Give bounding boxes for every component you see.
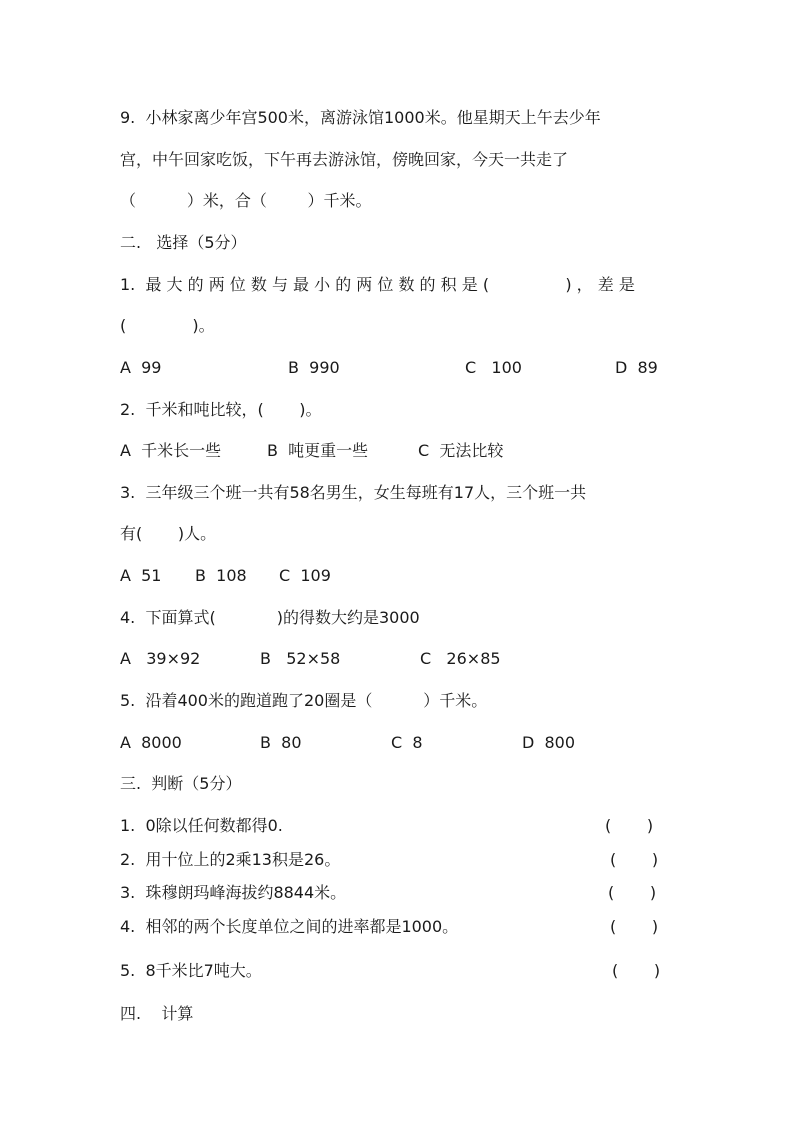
s2-q3-option-b: B 108 (195, 566, 247, 585)
s2-q4-option-b: B 52×58 (260, 649, 341, 668)
s3-item-1-answer-paren: ( ) (605, 816, 654, 835)
s2-q2-option-a: A 千米长一些 (120, 441, 222, 460)
s3-item-2-text: 2. 用十位上的2乘13积是26。 (120, 850, 341, 869)
s2-q4-option-c: C 26×85 (420, 649, 501, 668)
s3-item-3-text: 3. 珠穆朗玛峰海拔约8844米。 (120, 883, 347, 902)
s2-q5-option-a: A 8000 (120, 733, 182, 752)
s2-q2-option-c: C 无法比较 (418, 441, 504, 460)
q9-line-3: （ ）米，合（ ）千米。 (120, 191, 372, 210)
s3-item-4-answer-paren: ( ) (610, 917, 659, 936)
s2-q3-line-2: 有( )人。 (120, 524, 217, 543)
s2-q3-option-c: C 109 (279, 566, 331, 585)
section-4-title: 四. 计算 (120, 1004, 194, 1023)
s2-q5-option-b: B 80 (260, 733, 302, 752)
s3-item-5-answer-paren: ( ) (612, 961, 661, 980)
q9-line-1: 9. 小林家离少年宫500米，离游泳馆1000米。他星期天上午去少年 (120, 108, 601, 127)
q9-line-2: 宫，中午回家吃饭，下午再去游泳馆，傍晚回家，今天一共走了 (120, 150, 569, 169)
s2-q2-text: 2. 千米和吨比较，( )。 (120, 400, 322, 419)
s2-q2-option-b: B 吨更重一些 (267, 441, 369, 460)
s2-q3-option-a: A 51 (120, 566, 162, 585)
s2-q3-line-1: 3. 三年级三个班一共有58名男生，女生每班有17人，三个班一共 (120, 483, 587, 502)
s3-item-4-text: 4. 相邻的两个长度单位之间的进率都是1000。 (120, 917, 459, 936)
s3-item-1-text: 1. 0除以任何数都得0. (120, 816, 283, 835)
s3-item-3-answer-paren: ( ) (608, 883, 657, 902)
section-3-title: 三. 判断（5分） (120, 774, 242, 793)
s2-q5-option-c: C 8 (391, 733, 423, 752)
s2-q1-line-1: 1. 最 大 的 两 位 数 与 最 小 的 两 位 数 的 积 是 ( ) ， 差 是 (120, 275, 635, 294)
s3-item-2-answer-paren: ( ) (610, 850, 659, 869)
s2-q4-option-a: A 39×92 (120, 649, 201, 668)
s2-q1-option-d: D 89 (615, 358, 658, 377)
s2-q1-line-2: ( )。 (120, 316, 215, 335)
s3-item-5-text: 5. 8千米比7吨大。 (120, 961, 262, 980)
s2-q1-option-a: A 99 (120, 358, 162, 377)
s2-q4-text: 4. 下面算式( )的得数大约是3000 (120, 608, 420, 627)
s2-q5-option-d: D 800 (522, 733, 576, 752)
s2-q1-option-c: C 100 (465, 358, 522, 377)
s2-q1-option-b: B 990 (288, 358, 340, 377)
section-2-title: 二. 选择（5分） (120, 233, 247, 252)
s2-q5-text: 5. 沿着400米的跑道跑了20圈是（ ）千米。 (120, 691, 488, 710)
